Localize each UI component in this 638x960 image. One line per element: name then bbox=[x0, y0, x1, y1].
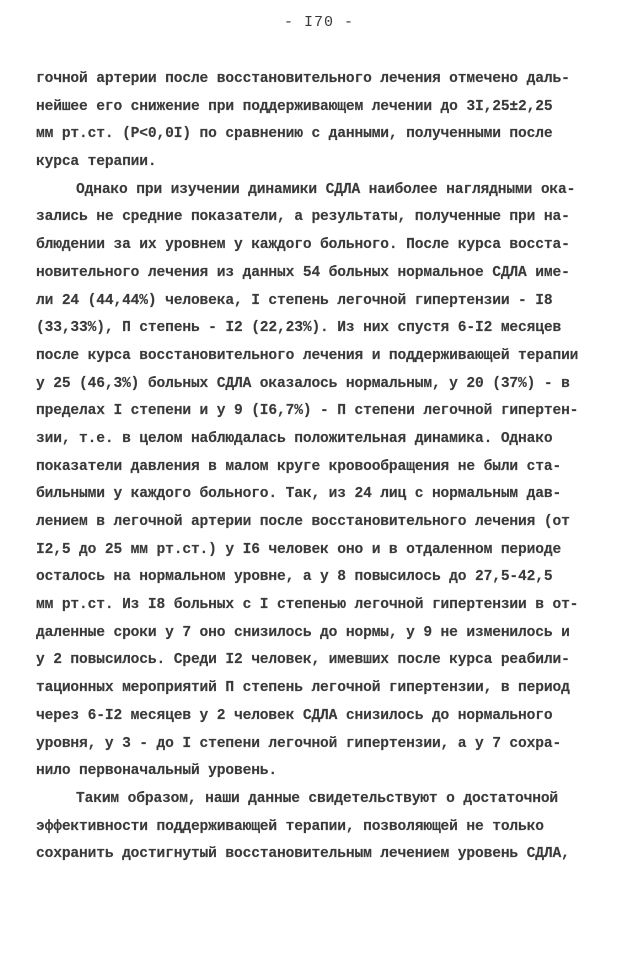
text-line: осталось на нормальном уровне, а у 8 повысилось до 27,5-42,5 bbox=[36, 569, 553, 586]
text-line: лением в легочной артерии после восстановительного лечения (от bbox=[36, 514, 570, 530]
text-line: даленные сроки у 7 оно снизилось до нормы, у 9 не изменилось и bbox=[36, 624, 570, 641]
text-line: I2,5 до 25 мм рт.ст.) у I6 человек оно и в отдаленном периоде bbox=[36, 541, 562, 558]
text-line: через 6-I2 месяцев у 2 человек СДЛА снизилось до нормального bbox=[36, 707, 553, 724]
page-number: - I70 - bbox=[283, 14, 354, 31]
text-line: бильными у каждого больного. Так, из 24 лиц с нормальным дав- bbox=[36, 486, 562, 503]
text-line: у 2 повысилось. Среди I2 человек, имевших после курса реабили- bbox=[36, 652, 570, 669]
text-line: у 25 (46,3%) больных СДЛА оказалось нормальным, у 20 (37%) - в bbox=[36, 375, 570, 392]
text-line: Однако при изучении динамики СДЛА наиболее наглядными ока- bbox=[76, 181, 576, 198]
text-line: мм рт.ст. Из I8 больных с I степенью легочной гипертензии в от- bbox=[36, 597, 579, 614]
text-line: новительного лечения из данных 54 больных нормальное СДЛА име- bbox=[36, 264, 570, 281]
text-line: эффективности поддерживающей терапии, позволяющей не только bbox=[36, 818, 544, 835]
text-line: нило первоначальный уровень. bbox=[36, 763, 278, 780]
text-line: пределах I степени и у 9 (I6,7%) - П степени легочной гипертен- bbox=[36, 403, 579, 420]
text-line: тационных мероприятий П степень легочной гипертензии, в период bbox=[36, 680, 570, 697]
text-line: зии, т.е. в целом наблюдалась положительная динамика. Однако bbox=[36, 430, 553, 447]
text-line: сохранить достигнутый восстановительным лечением уровень СДЛА, bbox=[36, 846, 570, 863]
text-line: уровня, у 3 - до I степени легочной гипертензии, а у 7 сохра- bbox=[36, 735, 562, 752]
text-line: (33,33%), П степень - I2 (22,23%). Из них спустя 6-I2 месяцев bbox=[36, 320, 562, 337]
text-line: блюдении за их уровнем у каждого больного. После курса восста- bbox=[36, 237, 570, 254]
text-line: нейшее его снижение при поддерживающем лечении до 3I,25±2,25 bbox=[36, 98, 553, 115]
text-line: после курса восстановительного лечения и поддерживающей терапии bbox=[36, 347, 579, 364]
text-line: курса терапии. bbox=[36, 154, 157, 171]
text-line: ли 24 (44,44%) человека, I степень легочной гипертензии - I8 bbox=[36, 292, 553, 309]
text-line: гочной артерии после восстановительного лечения отмечено даль- bbox=[36, 71, 570, 87]
body-text bbox=[36, 66, 606, 869]
text-line: показатели давления в малом круге кровообращения не были ста- bbox=[36, 458, 562, 475]
text-line: Таким образом, наши данные свидетельствуют о достаточной bbox=[76, 790, 559, 807]
text-line: мм рт.ст. (Р<0,0I) по сравнению с данными, полученными после bbox=[36, 126, 553, 143]
text-line: зались не средние показатели, а результаты, полученные при на- bbox=[36, 209, 570, 226]
